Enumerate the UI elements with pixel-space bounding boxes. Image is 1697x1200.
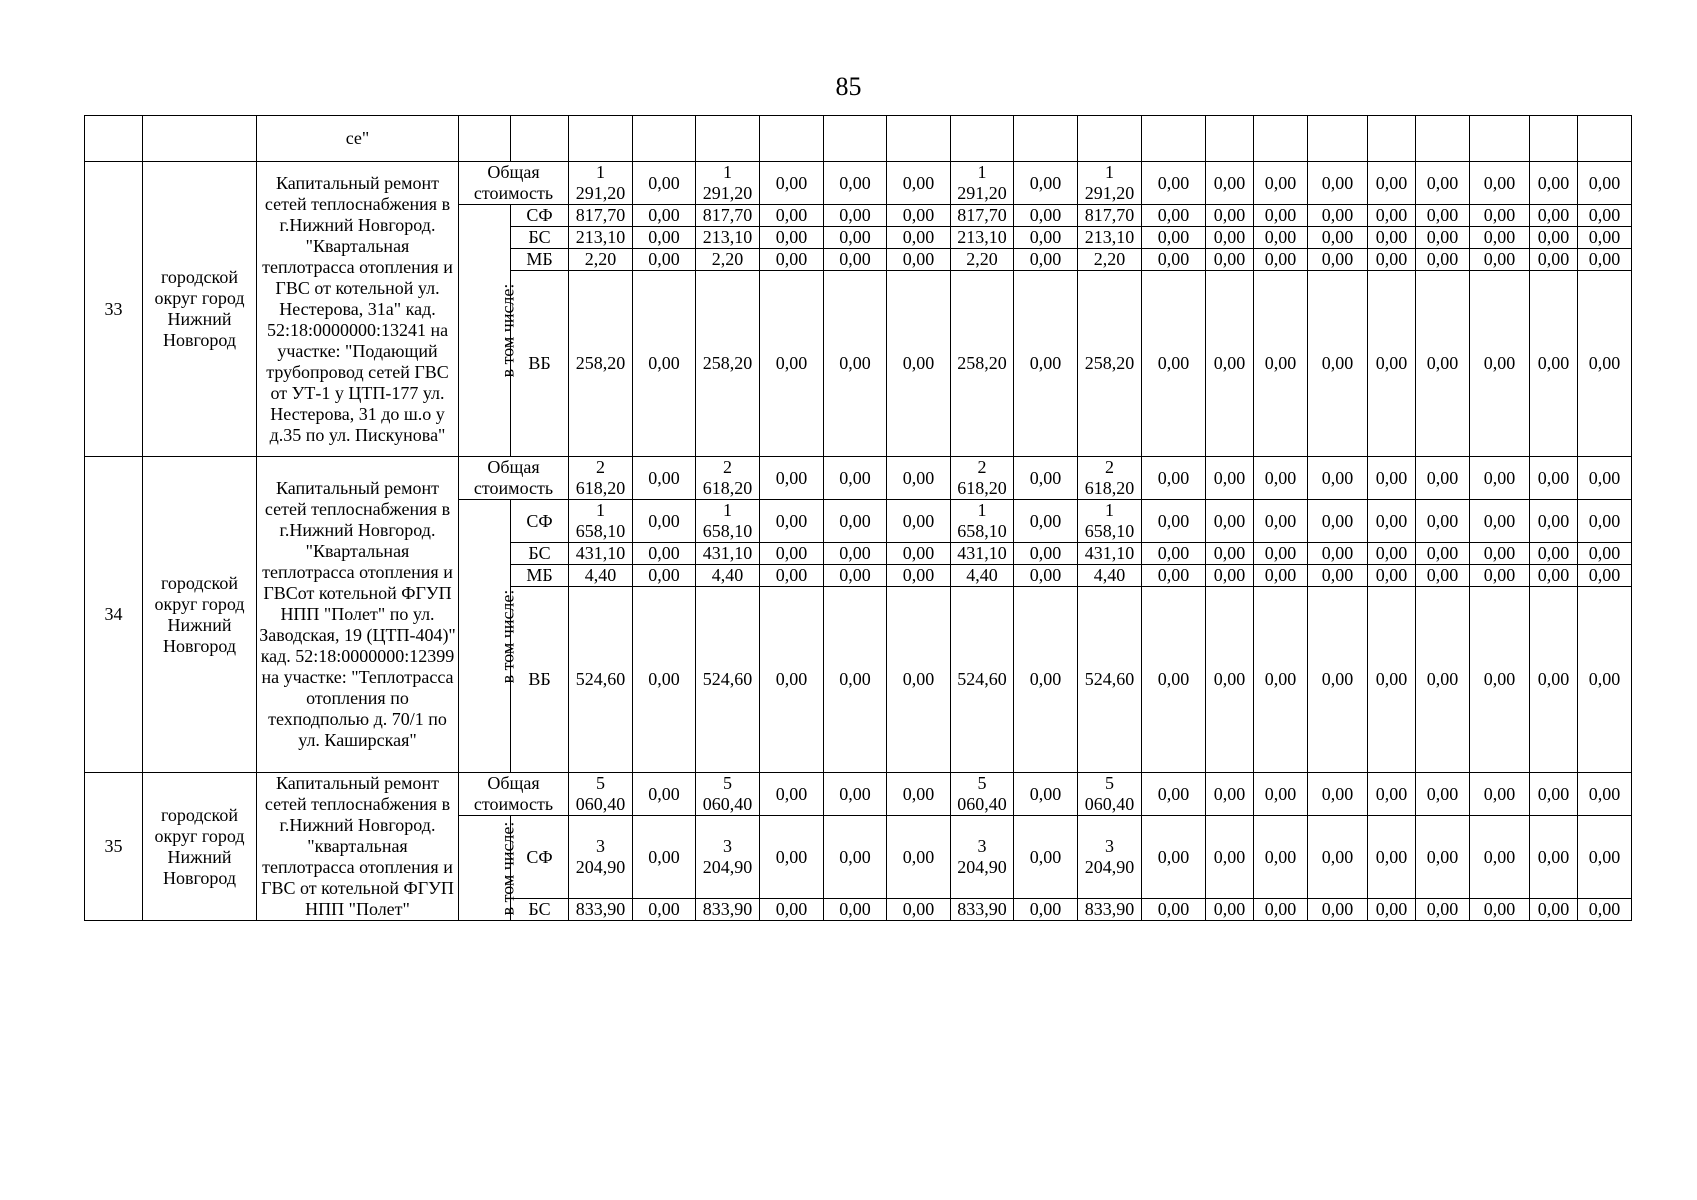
value-cell: 0,00 xyxy=(1578,773,1632,816)
territory-cell: городской округ город Нижний Новгород xyxy=(143,162,257,457)
value-cell: 0,00 xyxy=(1014,227,1078,249)
value-cell: 524,60 xyxy=(569,587,633,773)
value-cell: 0,00 xyxy=(1142,500,1206,543)
value-cell: 0,00 xyxy=(1470,565,1530,587)
value-cell: 0,00 xyxy=(760,899,824,921)
value-cell: 0,00 xyxy=(1530,565,1578,587)
value-cell: 0,00 xyxy=(1530,271,1578,457)
value-cell: 0,00 xyxy=(1142,249,1206,271)
source-label: БС xyxy=(511,899,569,921)
value-cell: 0,00 xyxy=(1206,271,1254,457)
value-cell: 0,00 xyxy=(1254,587,1308,773)
value-cell: 0,00 xyxy=(760,249,824,271)
value-cell: 0,00 xyxy=(1014,899,1078,921)
value-cell: 0,00 xyxy=(1142,457,1206,500)
value-cell: 0,00 xyxy=(1578,271,1632,457)
description-cell: Капитальный ремонт сетей теплоснабжения в г.Нижний Новгород. "квартальная теплотрасса отопления и ГВС от котельной ФГУП НПП "Полет" xyxy=(257,773,459,921)
value-cell: 0,00 xyxy=(1470,543,1530,565)
value-cell: 0,00 xyxy=(1308,899,1368,921)
empty-cell xyxy=(887,116,951,162)
value-cell: 0,00 xyxy=(1014,773,1078,816)
value-cell: 0,00 xyxy=(1578,227,1632,249)
value-cell: 817,70 xyxy=(696,205,760,227)
value-cell: 0,00 xyxy=(887,271,951,457)
value-cell: 0,00 xyxy=(760,227,824,249)
value-cell: 0,00 xyxy=(1254,227,1308,249)
value-cell: 0,00 xyxy=(1368,271,1416,457)
value-cell: 0,00 xyxy=(1368,899,1416,921)
row-number: 35 xyxy=(85,773,143,921)
value-cell: 3 204,90 xyxy=(696,816,760,899)
value-cell: 258,20 xyxy=(696,271,760,457)
value-cell: 1 291,20 xyxy=(696,162,760,205)
empty-cell xyxy=(696,116,760,162)
value-cell: 0,00 xyxy=(1206,899,1254,921)
value-cell: 0,00 xyxy=(1254,271,1308,457)
value-cell: 0,00 xyxy=(824,587,887,773)
territory-cell: городской округ город Нижний Новгород xyxy=(143,773,257,921)
value-cell: 258,20 xyxy=(1078,271,1142,457)
value-cell: 2,20 xyxy=(1078,249,1142,271)
value-cell: 0,00 xyxy=(824,227,887,249)
value-cell: 0,00 xyxy=(1142,271,1206,457)
value-cell: 0,00 xyxy=(1470,587,1530,773)
value-cell: 0,00 xyxy=(1308,162,1368,205)
value-cell: 0,00 xyxy=(1206,543,1254,565)
value-cell: 0,00 xyxy=(1206,227,1254,249)
value-cell: 3 204,90 xyxy=(1078,816,1142,899)
value-cell: 0,00 xyxy=(1578,587,1632,773)
value-cell: 0,00 xyxy=(633,543,696,565)
value-cell: 431,10 xyxy=(569,543,633,565)
value-cell: 0,00 xyxy=(1470,249,1530,271)
value-cell: 0,00 xyxy=(1014,816,1078,899)
value-cell: 2 618,20 xyxy=(696,457,760,500)
value-cell: 0,00 xyxy=(760,205,824,227)
value-cell: 0,00 xyxy=(1578,899,1632,921)
value-cell: 0,00 xyxy=(1470,162,1530,205)
source-label: ВБ xyxy=(511,271,569,457)
value-cell: 0,00 xyxy=(1206,457,1254,500)
empty-cell xyxy=(1368,116,1416,162)
value-cell: 0,00 xyxy=(1206,773,1254,816)
total-label: Общая стоимость xyxy=(459,457,569,500)
value-cell: 2 618,20 xyxy=(569,457,633,500)
value-cell: 213,10 xyxy=(696,227,760,249)
empty-cell xyxy=(1530,116,1578,162)
value-cell: 0,00 xyxy=(633,457,696,500)
value-cell: 431,10 xyxy=(951,543,1014,565)
vertical-label-cell xyxy=(459,500,518,773)
empty-cell xyxy=(633,116,696,162)
value-cell: 3 204,90 xyxy=(951,816,1014,899)
value-cell: 0,00 xyxy=(1530,457,1578,500)
value-cell: 2 618,20 xyxy=(951,457,1014,500)
value-cell: 0,00 xyxy=(1368,565,1416,587)
source-label: СФ xyxy=(511,816,569,899)
value-cell: 0,00 xyxy=(1254,162,1308,205)
value-cell: 0,00 xyxy=(1470,500,1530,543)
value-cell: 0,00 xyxy=(1416,227,1470,249)
value-cell: 0,00 xyxy=(824,271,887,457)
value-cell: 0,00 xyxy=(1206,587,1254,773)
value-cell: 0,00 xyxy=(1014,500,1078,543)
value-cell: 0,00 xyxy=(1578,162,1632,205)
value-cell: 0,00 xyxy=(887,899,951,921)
value-cell: 0,00 xyxy=(1470,816,1530,899)
empty-cell xyxy=(1014,116,1078,162)
value-cell: 0,00 xyxy=(1578,543,1632,565)
value-cell: 524,60 xyxy=(951,587,1014,773)
value-cell: 0,00 xyxy=(1206,205,1254,227)
empty-cell xyxy=(760,116,824,162)
value-cell: 0,00 xyxy=(1142,565,1206,587)
table-body xyxy=(85,116,1632,921)
value-cell: 0,00 xyxy=(1416,500,1470,543)
value-cell: 1 658,10 xyxy=(1078,500,1142,543)
empty-cell xyxy=(1578,116,1632,162)
value-cell: 3 204,90 xyxy=(569,816,633,899)
value-cell: 0,00 xyxy=(1142,899,1206,921)
value-cell: 0,00 xyxy=(1470,773,1530,816)
value-cell: 0,00 xyxy=(1416,773,1470,816)
value-cell: 0,00 xyxy=(1578,816,1632,899)
description-cell: Капитальный ремонт сетей теплоснабжения в г.Нижний Новгород. "Квартальная теплотрасса отопления и ГВС от котельной ул. Нестерова, 31а" кад. 52:18:0000000:13241 на участке: "Подающий трубопровод сетей ГВС от УТ-1 у ЦТП-177 ул. Нестерова, 31 до ш.о у д.35 по ул. Пискунова" xyxy=(257,162,459,457)
vertical-label-cell xyxy=(459,205,518,457)
value-cell: 0,00 xyxy=(1470,899,1530,921)
value-cell: 258,20 xyxy=(569,271,633,457)
value-cell: 0,00 xyxy=(1368,227,1416,249)
value-cell: 0,00 xyxy=(824,543,887,565)
value-cell: 0,00 xyxy=(1368,162,1416,205)
value-cell: 0,00 xyxy=(1014,587,1078,773)
value-cell: 0,00 xyxy=(760,587,824,773)
value-cell: 0,00 xyxy=(1578,457,1632,500)
empty-cell xyxy=(824,116,887,162)
empty-cell xyxy=(511,116,569,162)
empty-cell xyxy=(459,116,511,162)
empty-cell xyxy=(1416,116,1470,162)
value-cell: 0,00 xyxy=(1206,565,1254,587)
empty-cell xyxy=(951,116,1014,162)
value-cell: 0,00 xyxy=(1014,565,1078,587)
value-cell: 0,00 xyxy=(824,773,887,816)
value-cell: 833,90 xyxy=(951,899,1014,921)
value-cell: 0,00 xyxy=(633,773,696,816)
continuation-row xyxy=(85,116,1632,162)
value-cell: 0,00 xyxy=(633,249,696,271)
value-cell: 817,70 xyxy=(1078,205,1142,227)
value-cell: 2 618,20 xyxy=(1078,457,1142,500)
value-cell: 0,00 xyxy=(1530,543,1578,565)
source-label: МБ xyxy=(511,249,569,271)
value-cell: 431,10 xyxy=(696,543,760,565)
value-cell: 0,00 xyxy=(824,249,887,271)
value-cell: 0,00 xyxy=(824,205,887,227)
value-cell: 431,10 xyxy=(1078,543,1142,565)
value-cell: 1 658,10 xyxy=(951,500,1014,543)
value-cell: 0,00 xyxy=(1254,773,1308,816)
empty-cell xyxy=(1254,116,1308,162)
source-label: СФ xyxy=(511,205,569,227)
value-cell: 0,00 xyxy=(1530,816,1578,899)
value-cell: 833,90 xyxy=(696,899,760,921)
value-cell: 833,90 xyxy=(1078,899,1142,921)
value-cell: 0,00 xyxy=(887,205,951,227)
value-cell: 0,00 xyxy=(1014,271,1078,457)
value-cell: 5 060,40 xyxy=(951,773,1014,816)
value-cell: 0,00 xyxy=(760,565,824,587)
value-cell: 524,60 xyxy=(1078,587,1142,773)
value-cell: 0,00 xyxy=(1578,500,1632,543)
value-cell: 213,10 xyxy=(569,227,633,249)
value-cell: 0,00 xyxy=(760,457,824,500)
source-label: БС xyxy=(511,543,569,565)
source-label: БС xyxy=(511,227,569,249)
value-cell: 0,00 xyxy=(1142,205,1206,227)
value-cell: 5 060,40 xyxy=(1078,773,1142,816)
value-cell: 0,00 xyxy=(1206,249,1254,271)
value-cell: 4,40 xyxy=(696,565,760,587)
value-cell: 0,00 xyxy=(633,816,696,899)
value-cell: 524,60 xyxy=(696,587,760,773)
value-cell: 0,00 xyxy=(1308,816,1368,899)
value-cell: 0,00 xyxy=(1578,565,1632,587)
value-cell: 0,00 xyxy=(1530,205,1578,227)
value-cell: 0,00 xyxy=(1254,543,1308,565)
source-label: МБ xyxy=(511,565,569,587)
value-cell: 0,00 xyxy=(760,162,824,205)
value-cell: 0,00 xyxy=(1416,249,1470,271)
value-cell: 817,70 xyxy=(951,205,1014,227)
value-cell: 0,00 xyxy=(1416,587,1470,773)
description-cell: Капитальный ремонт сетей теплоснабжения в г.Нижний Новгород. "Квартальная теплотрасса отопления и ГВСот котельной ФГУП НПП "Полет" по ул. Заводская, 19 (ЦТП-404)" кад. 52:18:0000000:12399 на участке: "Теплотрасса отопления по техподполью д. 70/1 по ул. Каширская" xyxy=(257,457,459,773)
value-cell: 0,00 xyxy=(1308,457,1368,500)
table-row-total xyxy=(85,162,1632,205)
value-cell: 4,40 xyxy=(1078,565,1142,587)
value-cell: 0,00 xyxy=(1014,205,1078,227)
value-cell: 0,00 xyxy=(633,271,696,457)
vertical-label: в том числе: xyxy=(497,283,518,378)
value-cell: 0,00 xyxy=(1470,227,1530,249)
value-cell: 0,00 xyxy=(1308,227,1368,249)
value-cell: 0,00 xyxy=(1416,457,1470,500)
value-cell: 0,00 xyxy=(1142,543,1206,565)
value-cell: 2,20 xyxy=(951,249,1014,271)
value-cell: 0,00 xyxy=(887,565,951,587)
value-cell: 0,00 xyxy=(824,457,887,500)
value-cell: 0,00 xyxy=(760,500,824,543)
value-cell: 0,00 xyxy=(1470,457,1530,500)
value-cell: 0,00 xyxy=(1470,271,1530,457)
value-cell: 0,00 xyxy=(1142,227,1206,249)
empty-cell xyxy=(1142,116,1206,162)
value-cell: 0,00 xyxy=(1530,162,1578,205)
value-cell: 0,00 xyxy=(1254,816,1308,899)
value-cell: 1 658,10 xyxy=(696,500,760,543)
value-cell: 0,00 xyxy=(824,500,887,543)
value-cell: 0,00 xyxy=(1368,249,1416,271)
vertical-label-cell xyxy=(459,816,518,921)
value-cell: 0,00 xyxy=(887,587,951,773)
value-cell: 0,00 xyxy=(1142,162,1206,205)
value-cell: 2,20 xyxy=(696,249,760,271)
value-cell: 0,00 xyxy=(1530,500,1578,543)
total-label: Общая стоимость xyxy=(459,162,569,205)
value-cell: 213,10 xyxy=(1078,227,1142,249)
value-cell: 213,10 xyxy=(951,227,1014,249)
value-cell: 0,00 xyxy=(1254,457,1308,500)
table-row-total xyxy=(85,773,1632,816)
value-cell: 0,00 xyxy=(1206,500,1254,543)
value-cell: 0,00 xyxy=(824,899,887,921)
value-cell: 0,00 xyxy=(1254,500,1308,543)
value-cell: 0,00 xyxy=(887,500,951,543)
value-cell: 0,00 xyxy=(1254,249,1308,271)
value-cell: 1 291,20 xyxy=(569,162,633,205)
value-cell: 0,00 xyxy=(1416,271,1470,457)
value-cell: 0,00 xyxy=(1368,500,1416,543)
empty-cell xyxy=(1470,116,1530,162)
value-cell: 0,00 xyxy=(1368,205,1416,227)
source-label: ВБ xyxy=(511,587,569,773)
value-cell: 0,00 xyxy=(1416,565,1470,587)
value-cell: 0,00 xyxy=(1368,773,1416,816)
value-cell: 0,00 xyxy=(633,565,696,587)
value-cell: 0,00 xyxy=(1416,543,1470,565)
value-cell: 0,00 xyxy=(633,205,696,227)
value-cell: 0,00 xyxy=(1470,205,1530,227)
value-cell: 0,00 xyxy=(1416,816,1470,899)
value-cell: 0,00 xyxy=(1308,500,1368,543)
empty-cell xyxy=(143,116,257,162)
value-cell: 0,00 xyxy=(760,773,824,816)
value-cell: 0,00 xyxy=(633,587,696,773)
value-cell: 0,00 xyxy=(633,899,696,921)
value-cell: 0,00 xyxy=(1416,899,1470,921)
value-cell: 0,00 xyxy=(1308,587,1368,773)
value-cell: 0,00 xyxy=(887,773,951,816)
value-cell: 0,00 xyxy=(1308,773,1368,816)
value-cell: 0,00 xyxy=(1530,249,1578,271)
value-cell: 0,00 xyxy=(633,227,696,249)
value-cell: 0,00 xyxy=(887,162,951,205)
table-row-total xyxy=(85,457,1632,500)
value-cell: 0,00 xyxy=(1578,249,1632,271)
value-cell: 1 658,10 xyxy=(569,500,633,543)
value-cell: 0,00 xyxy=(1142,816,1206,899)
value-cell: 2,20 xyxy=(569,249,633,271)
value-cell: 0,00 xyxy=(887,543,951,565)
value-cell: 0,00 xyxy=(633,162,696,205)
value-cell: 0,00 xyxy=(1368,587,1416,773)
empty-cell xyxy=(85,116,143,162)
value-cell: 1 291,20 xyxy=(951,162,1014,205)
value-cell: 0,00 xyxy=(1578,205,1632,227)
value-cell: 0,00 xyxy=(760,816,824,899)
value-cell: 0,00 xyxy=(633,500,696,543)
value-cell: 0,00 xyxy=(1014,457,1078,500)
value-cell: 4,40 xyxy=(951,565,1014,587)
value-cell: 4,40 xyxy=(569,565,633,587)
row-number: 33 xyxy=(85,162,143,457)
value-cell: 0,00 xyxy=(1308,271,1368,457)
value-cell: 833,90 xyxy=(569,899,633,921)
source-label: СФ xyxy=(511,500,569,543)
empty-cell xyxy=(569,116,633,162)
value-cell: 0,00 xyxy=(1308,205,1368,227)
total-label: Общая стоимость xyxy=(459,773,569,816)
page-number: 85 xyxy=(835,72,862,101)
value-cell: 0,00 xyxy=(1206,816,1254,899)
value-cell: 0,00 xyxy=(1368,543,1416,565)
value-cell: 1 291,20 xyxy=(1078,162,1142,205)
value-cell: 0,00 xyxy=(824,816,887,899)
value-cell: 0,00 xyxy=(1416,162,1470,205)
budget-table xyxy=(84,115,1632,921)
value-cell: 0,00 xyxy=(824,565,887,587)
value-cell: 0,00 xyxy=(1308,249,1368,271)
value-cell: 0,00 xyxy=(1014,249,1078,271)
value-cell: 0,00 xyxy=(887,227,951,249)
value-cell: 0,00 xyxy=(1308,543,1368,565)
value-cell: 0,00 xyxy=(1530,227,1578,249)
value-cell: 817,70 xyxy=(569,205,633,227)
value-cell: 0,00 xyxy=(1530,587,1578,773)
value-cell: 0,00 xyxy=(1530,899,1578,921)
row-number: 34 xyxy=(85,457,143,773)
value-cell: 0,00 xyxy=(1254,565,1308,587)
value-cell: 258,20 xyxy=(951,271,1014,457)
value-cell: 0,00 xyxy=(887,249,951,271)
value-cell: 0,00 xyxy=(1368,816,1416,899)
value-cell: 0,00 xyxy=(1014,543,1078,565)
value-cell: 0,00 xyxy=(1416,205,1470,227)
value-cell: 0,00 xyxy=(1206,162,1254,205)
value-cell: 5 060,40 xyxy=(696,773,760,816)
empty-cell xyxy=(1308,116,1368,162)
value-cell: 0,00 xyxy=(1142,773,1206,816)
vertical-label: в том числе: xyxy=(497,821,518,915)
description-cell: се" xyxy=(257,116,459,162)
value-cell: 0,00 xyxy=(1014,162,1078,205)
value-cell: 0,00 xyxy=(1530,773,1578,816)
value-cell: 0,00 xyxy=(760,543,824,565)
value-cell: 0,00 xyxy=(887,816,951,899)
value-cell: 0,00 xyxy=(1142,587,1206,773)
value-cell: 0,00 xyxy=(887,457,951,500)
value-cell: 0,00 xyxy=(1308,565,1368,587)
empty-cell xyxy=(1206,116,1254,162)
empty-cell xyxy=(1078,116,1142,162)
value-cell: 0,00 xyxy=(1368,457,1416,500)
value-cell: 0,00 xyxy=(1254,205,1308,227)
value-cell: 0,00 xyxy=(760,271,824,457)
vertical-label: в том числе: xyxy=(497,589,518,683)
value-cell: 0,00 xyxy=(1254,899,1308,921)
value-cell: 5 060,40 xyxy=(569,773,633,816)
value-cell: 0,00 xyxy=(824,162,887,205)
territory-cell: городской округ город Нижний Новгород xyxy=(143,457,257,773)
